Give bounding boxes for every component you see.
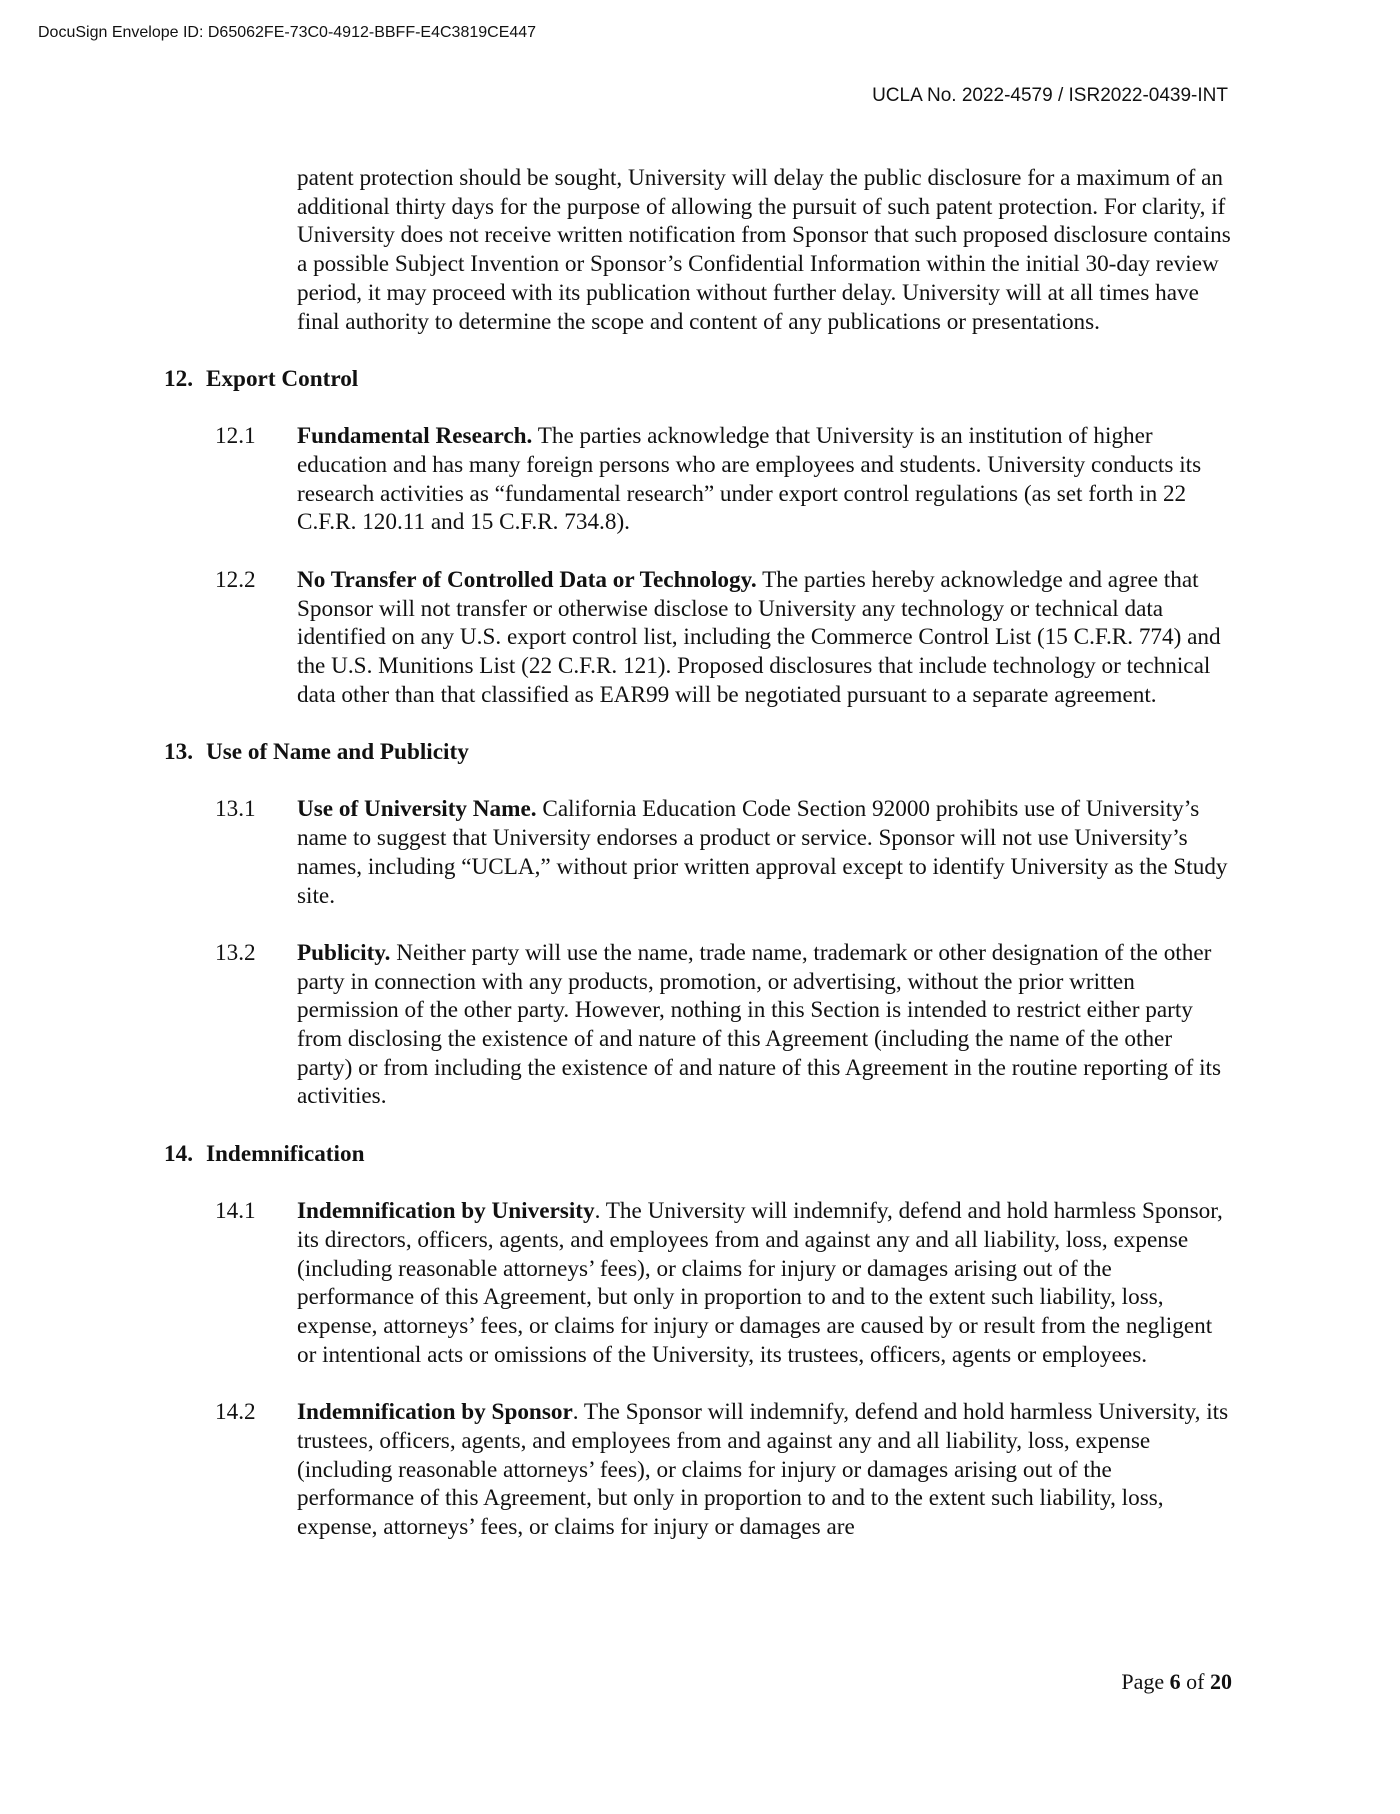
clause-12-2 [0,566,1400,710]
section-heading-export-control [164,365,1400,394]
clause-title: Fundamental Research. [297,423,533,450]
page-word: Page [1121,1669,1165,1694]
section-number: 13. [164,739,193,765]
clause-title: Publicity. [297,939,391,966]
clause-title: Indemnification by University [297,1198,595,1225]
docusign-envelope-id: DocuSign Envelope ID: D65062FE-73C0-4912-BBFF-E4C3819CE447 [38,24,537,41]
clause-text: California Education Code Section 92000 prohibits use of University’s name to suggest that University endorses a product or service. Sponsor will not use University’s names, including “UCLA,” without prior written approval except to identify University as the Study site. [297,796,1228,909]
clause-13-2 [0,939,1400,1111]
clause-body [297,1197,1231,1369]
clause-number: 12.2 [215,566,256,593]
clause-title: Indemnification by Sponsor [297,1399,573,1426]
clause-number: 13.2 [215,939,256,966]
clause-text: The parties hereby acknowledge and agree that Sponsor will not transfer or otherwise disclose to University any technology or technical data identified on any U.S. export control list, including the Commerce Control List (15 C.F.R. 774) and the U.S. Munitions List (22 C.F.R. 121). Proposed disclosures that include technology or technical data other than that classified as EAR99 will be negotiated pursuant to a separate agreement. [297,566,1221,708]
document-reference-number: UCLA No. 2022-4579 / ISR2022-0439-INT [872,85,1228,106]
clause-body [297,566,1231,710]
clause-text: Neither party will use the name, trade name, trademark or other designation of the other party in connection with any products, promotion, or advertising, without the prior written permission of the other party. However, nothing in this Section is intended to restrict either party from disclosing the existence of and nature of this Agreement (including the name of the other party) or from including the existence of and nature of this Agreement in the routine reporting of its activities. [297,939,1222,1110]
current-page-number: 6 [1169,1669,1181,1694]
clause-body [297,422,1231,537]
page-number-footer [1121,1669,1232,1695]
section-title: Use of Name and Publicity [206,739,469,765]
clause-body [297,795,1231,910]
of-word: of [1186,1669,1205,1694]
clause-text: The parties acknowledge that University is an institution of higher education and has many foreign persons who are employees and students. University conducts its research activities as “fundamental research” under export control regulations (as set forth in 22 C.F.R. 120.11 and 15 C.F.R. 734.8). [297,423,1202,536]
continuation-paragraph: patent protection should be sought, University will delay the public disclosure for a maximum of an additional thirty days for the purpose of allowing the pursuit of such patent protection. For clarity, if University does not receive written notification from Sponsor that such proposed disclosure contains a possible Subject Invention or Sponsor’s Confidential Information within the initial 30-day review period, it may proceed with its publication without further delay. University will at all times have final authority to determine the scope and content of any publications or presentations. [297,165,1231,335]
clause-body [297,1398,1231,1542]
total-page-count: 20 [1210,1669,1232,1694]
section-number: 12. [164,365,193,392]
section-heading-use-of-name [164,738,1400,767]
clause-text: . The University will indemnify, defend and hold harmless Sponsor, its directors, officers, agents, and employees from and against any and all liability, loss, expense (including reasonable attorneys’ fees), or claims for injury or damages arising out of the performance of this Agreement, but only in proportion to and to the extent such liability, loss, expense, attorneys’ fees, or claims for injury or damages are caused by or result from the negligent or intentional acts or omissions of the University, its trustees, officers, agents or employees. [297,1198,1223,1368]
section-number: 14. [164,1140,193,1167]
clause-12-1 [0,422,1400,537]
clause-14-1 [0,1197,1400,1369]
clause-13-1 [0,795,1400,910]
clause-number: 14.1 [215,1198,256,1225]
clause-title: No Transfer of Controlled Data or Technology. [297,566,757,593]
clause-number: 13.1 [215,796,256,823]
section-title: Indemnification [206,1140,365,1167]
clause-title: Use of University Name. [297,796,537,823]
clause-number: 14.2 [215,1399,256,1426]
clause-14-2 [0,1398,1400,1542]
clause-text: . The Sponsor will indemnify, defend and hold harmless University, its trustees, officers, agents, and employees from and against any and all liability, loss, expense (including reasonable attorneys’ fees), or claims for injury or damages arising out of the performance of this Agreement, but only in proportion to and to the extent such liability, loss, expense, attorneys’ fees, or claims for injury or damages are [297,1399,1229,1540]
clause-body [297,939,1231,1111]
section-heading-indemnification [164,1140,1400,1169]
clause-number: 12.1 [215,423,256,450]
section-title: Export Control [206,365,359,392]
document-body [0,164,1400,1542]
